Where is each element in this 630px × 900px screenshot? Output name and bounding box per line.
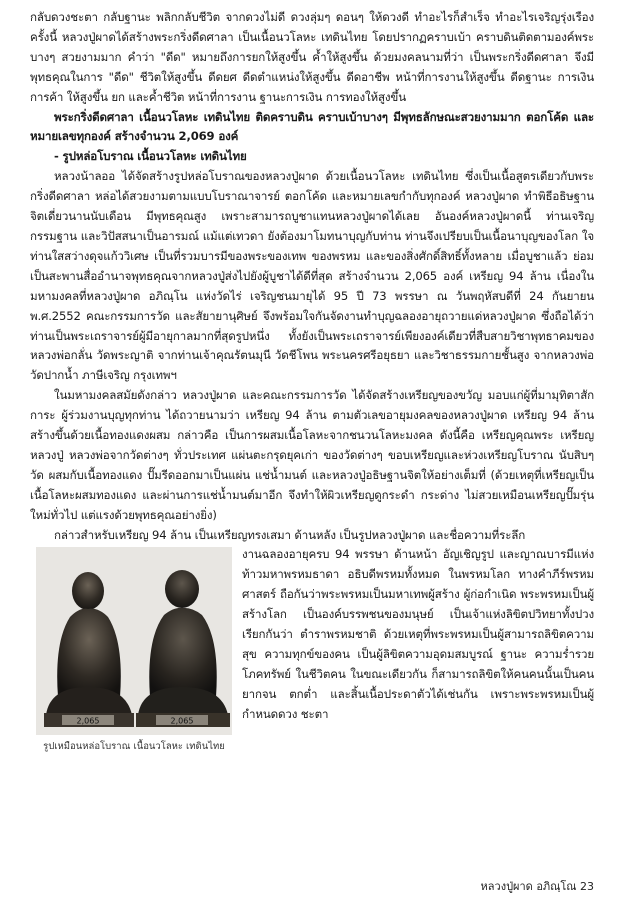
figure-caption: รูปเหมือนหล่อโบราณ เนื้อนวโลหะ เทดินไทย (43, 741, 225, 753)
statue-figure (30, 547, 238, 761)
statue-photo (36, 547, 232, 735)
paragraph-brahma: งานฉลองอายุครบ 94 พรรษา ด้านหน้า อัญเชิญรูป และญาณบารมีแห่ง ท้าวมหาพรหมธาดา อธิบดีพรหมทั้งหมด ในพรหมโลก ทางคำภีร์พรหมศาสตร์ ถือกันว่าพระพรหมเป็นมหาเทพผู้สร้าง ผู้ก่อกำเนิด พระพรหมเป็นผู้สร้างโลก เป็นองค์บรรพชนของมนุษย์ เป็นเจ้าแห่งลิขิตปวิทยาทั้งปวง เรียกกันว่า ตำราพรหมชาติ ด้วยเหตุที่พระพรหมเป็นผู้สามารถลิขิตความสุข ความทุกข์ของคน เป็นผู้ลิขิตความอุดมสมบูรณ์ ฐานะ ความร่ำรวย โภคทรัพย์ ในชีวิตคน ในขณะเดียวกัน ก็สามารถลิขิตให้คนคนนั้นเป็นคนยากจน ตกต่ำ และสิ้นเนื้อประดาตัวได้เช่นกัน เพราะพระพรหมเป็นผู้กำหนดดวง ชะตา (242, 547, 594, 721)
page-footer (481, 877, 594, 895)
front-plate-number: 2,065 (76, 716, 100, 726)
side-text-column (238, 545, 594, 761)
page-number: 23 (580, 880, 594, 893)
figure-row (30, 545, 594, 761)
paragraph-coin-back: กล่าวสำหรับเหรียญ 94 ล้าน เป็นเหรียญทรงเสมา ด้านหลัง เป็นรูปหลวงปู่ผาด และชื่อความที่ระลึก (54, 527, 526, 542)
paragraph-statue: หลวงน้าลออ ได้จัดสร้างรูปหล่อโบราณของหลวงปู่ผาด ด้วยเนื้อนวโลหะ เทดินไทย ซึ่งเป็นเนื้อสูตรเดียวกับพระกริ่งดีดศาลา หล่อได้สวยงามตามแบบโบราณาจารย์ ตอกโค้ด และหมายเลขกำกับทุกองค์ หลวงปู่ผาด ทำพิธีอธิษฐานจิตเดี่ยวนานนับเดือน มีพุทธคุณสูง เพราะสามารถบูชาแทนหลวงปู่ผาดได้เลย อันองค์หลวงปู่ผาดนี้ ท่านเจริญกรรมฐาน และวิปัสสนาเป็นอารมณ์ แม้แต่เทวดา ยังต้องมาโมทนาบุญกับท่าน ท่านจึงเปรียบเป็นเนื้อนาบุญของโลก ใจท่านใสสว่างดุจแก้ววิเศษ เป็นที่รวมบารมีของพระของเทพ ของพรหม และของสิ่งศักดิ์สิทธิ์ทั้งหลาย เมื่อบูชาแล้ว ย่อมเป็นสะพานสื่ออำนาจพุทธคุณจากหลวงปู่ส่งไปยังผู้บูชาได้ดีที่สุด สร้างจำนวน 2,065 องค์ เหรียญ 94 ล้าน เนื่องในมหามงคลที่หลวงปู่ผาด อภิณฺโน แห่งวัดไร่ เจริญชนมายุได้ 95 ปี 73 พรรษา ณ วันพฤหัสบดีที่ 24 กันยายน พ.ศ.2552 คณะกรรมการวัด และสัยายานุศิษย์ จึงพร้อมใจกันจัดงานทำบุญฉลองอายุถวายแด่หลวงปู่ผาด ซึ่งถือได้ว่า ท่านเป็นพระเถราจารย์ผู้มีอายุกาลมากที่สุดรูปหนึ่ง ทั้งยังเป็นพระเถราจารย์เพียงองค์เดียวที่สืบสายวิชาพุทธาคมของหลวงพ่อกลั่น วัดพระญาติ จากท่านเจ้าคุณรัตนมุนี วัดชีโพน พระนครศรีอยุธยา และวิชาธรรมกายชั้นสูง จากหลวงพ่อวัดปากน้ำ ภาษีเจริญ กรุงเทพฯ (30, 169, 594, 383)
back-plate-number: 2,065 (170, 716, 194, 726)
section-heading: พระกริ่งดีดศาลา เนื้อนวโลหะ เทดินไทย ติดคราบดิน คราบเบ้าบางๆ มีพุทธลักษณะสวยงามมาก ตอกโค้ด และหมายเลขทุกองค์ สร้างจำนวน 2,069 องค์ (30, 109, 594, 144)
footer-title: หลวงปู่ผาด อภิณฺโณ (480, 880, 577, 893)
paragraph-coin: ในมหามงคลสมัยดังกล่าว หลวงปู่ผาด และคณะกรรมการวัด ได้จัดสร้างเหรียญของขวัญ มอบแก่ผู้ที่มามุทิตาสักการะ ผู้ร่วมงานบุญทุกท่าน ได้ถวายนามว่า เหรียญ 94 ล้าน ตามตัวเลขอายุมงคลของหลวงปู่ผาด เหรียญ 94 ล้าน สร้างขึ้นด้วยเนื้อทองแดงผสม กล่าวคือ เป็นการผสมเนื้อโลหะจากชนวนโลหะมงคล ดังนี้คือ เหรียญคุณพระ เหรียญหลวงปู่ หลวงพ่อจากวัดต่างๆ ทั่วประเทศ แผ่นตะกรุดยุคเก่า ของวัดต่างๆ ขอบเหรียญและห่วงเหรียญโบราณ นับสิบๆ วัด ผสมกับเนื้อทองแดง ปั๊มรีดออกมาเป็นแผ่น แช่น้ำมนต์ และหลวงปู่อธิษฐานจิตให้อย่างเต็มที่ (ด้วยเหตุที่เหรียญเป็นเนื้อโลหะผสมทองแดง และผ่านการแช่น้ำมนต์มาอีก จึงทำให้ผิวเหรียญดูกระดำ กระด่าง ไม่สวยเหมือนเหรียญปั๊มรุ่นใหม่ทั่วไป แต่แรงด้วยพุทธคุณอย่างยิ่ง) (30, 388, 594, 522)
paragraph-intro: กลับดวงชะตา กลับฐานะ พลิกกลับชีวิต จากดวงไม่ดี ดวงลุ่มๆ ดอนๆ ให้ดวงดี ทำอะไรก็สำเร็จ ทำอะไรเจริญรุ่งเรือง ครั้งนี้ หลวงปู่ผาดได้สร้างพระกริ่งดีดศาลา เป็นเนื้อนวโลหะ เทดินไทย โดยปรากฏคราบเบ้า คราบดินติดตามองค์พระบางๆ สวยงามมาก คำว่า "ดีด" หมายถึงการยกให้สูงขึ้น ค้ำให้สูงขึ้น ด้วยมงคลนามที่ว่า เป็นพระกริ่งดีดศาลา จึงมีพุทธคุณในการ "ดีด" ชีวิตให้สูงขึ้น ดีดยศ ดีดตำแหน่งให้สูงขึ้น ดีดอาชีพ หน้าที่การงานให้สูงขึ้น ดีดฐานะ การเงินการค้า ให้สูงขึ้น ยก และค้ำชีวิต หน้าที่การงาน ฐานะการเงิน การทองให้สูงขึ้น (30, 10, 594, 104)
subsection-heading: - รูปหล่อโบราณ เนื้อนวโลหะ เทดินไทย (54, 149, 247, 164)
